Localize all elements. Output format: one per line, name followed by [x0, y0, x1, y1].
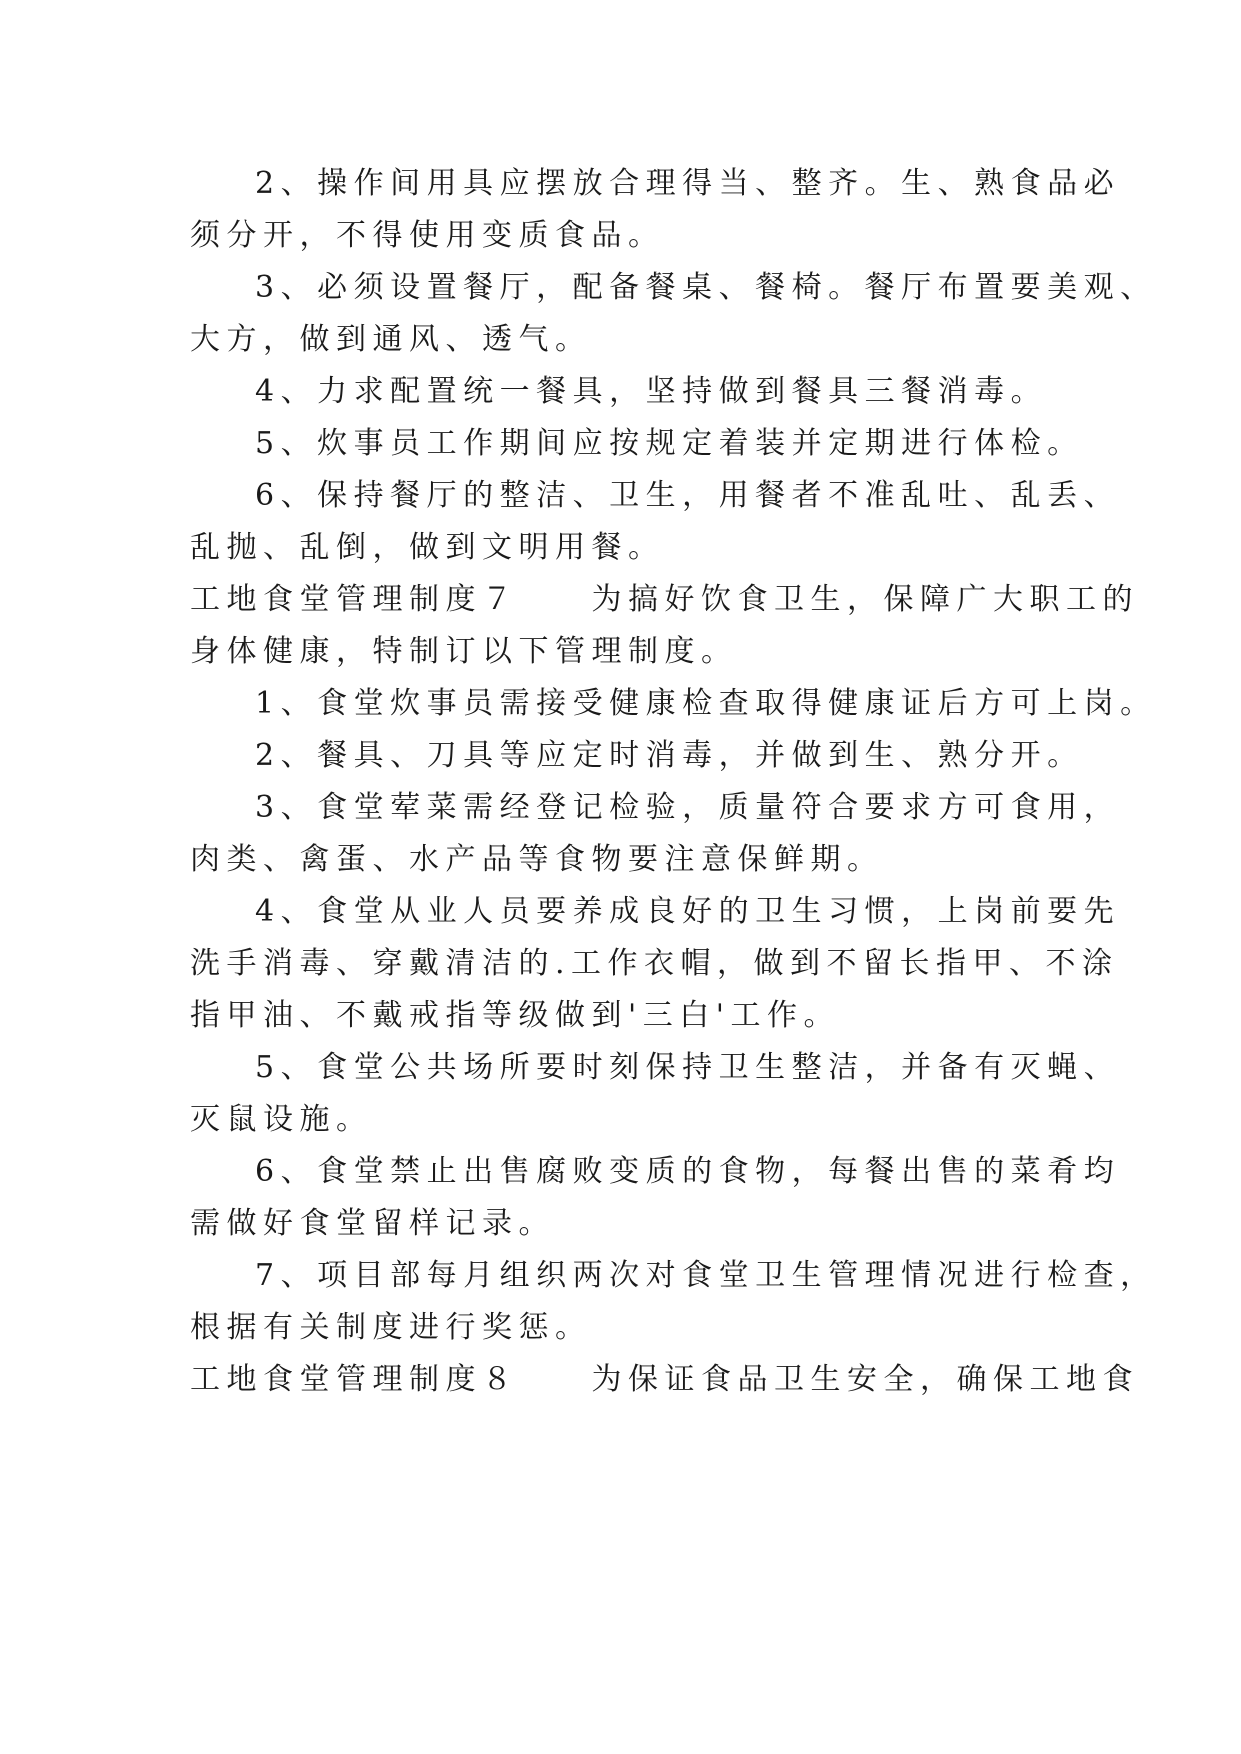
paragraph-line: 3、必须设置餐厅，配备餐桌、餐椅。餐厅布置要美观、 — [255, 270, 1157, 305]
paragraph-line: 1、食堂炊事员需接受健康检查取得健康证后方可上岗。 — [255, 686, 1157, 721]
paragraph-line: 乱抛、乱倒，做到文明用餐。 — [190, 530, 665, 565]
paragraph-line: 2、餐具、刀具等应定时消毒，并做到生、熟分开。 — [255, 738, 1084, 773]
paragraph-line: 灭鼠设施。 — [190, 1102, 373, 1137]
paragraph-line: 大方，做到通风、透气。 — [190, 322, 592, 357]
paragraph-line: 身体健康，特制订以下管理制度。 — [190, 634, 738, 669]
paragraph-line: 6、食堂禁止出售腐败变质的食物，每餐出售的菜肴均 — [255, 1154, 1121, 1189]
paragraph-line: 肉类、禽蛋、水产品等食物要注意保鲜期。 — [190, 842, 884, 877]
paragraph-line: 3、食堂荤菜需经登记检验，质量符合要求方可食用， — [255, 790, 1121, 825]
section-heading-line: 工地食堂管理制度７ 为搞好饮食卫生，保障广大职工的 — [190, 582, 1139, 617]
paragraph-line: 7、项目部每月组织两次对食堂卫生管理情况进行检查， — [255, 1258, 1157, 1293]
paragraph-line: 4、食堂从业人员要养成良好的卫生习惯，上岗前要先 — [255, 894, 1121, 929]
section-heading-line: 工地食堂管理制度８ 为保证食品卫生安全，确保工地食 — [190, 1362, 1139, 1397]
paragraph-line: 2、操作间用具应摆放合理得当、整齐。生、熟食品必 — [255, 166, 1121, 201]
paragraph-line: 6、保持餐厅的整洁、卫生，用餐者不准乱吐、乱丢、 — [255, 478, 1121, 513]
paragraph-line: 指甲油、不戴戒指等级做到'三白'工作。 — [190, 998, 840, 1033]
paragraph-line: 4、力求配置统一餐具，坚持做到餐具三餐消毒。 — [255, 374, 1048, 409]
paragraph-line: 根据有关制度进行奖惩。 — [190, 1310, 592, 1345]
paragraph-line: 洗手消毒、穿戴清洁的.工作衣帽，做到不留长指甲、不涂 — [190, 946, 1119, 981]
paragraph-line: 需做好食堂留样记录。 — [190, 1206, 555, 1241]
paragraph-line: 5、食堂公共场所要时刻保持卫生整洁，并备有灭蝇、 — [255, 1050, 1121, 1085]
paragraph-line: 须分开，不得使用变质食品。 — [190, 218, 665, 253]
paragraph-line: 5、炊事员工作期间应按规定着装并定期进行体检。 — [255, 426, 1084, 461]
